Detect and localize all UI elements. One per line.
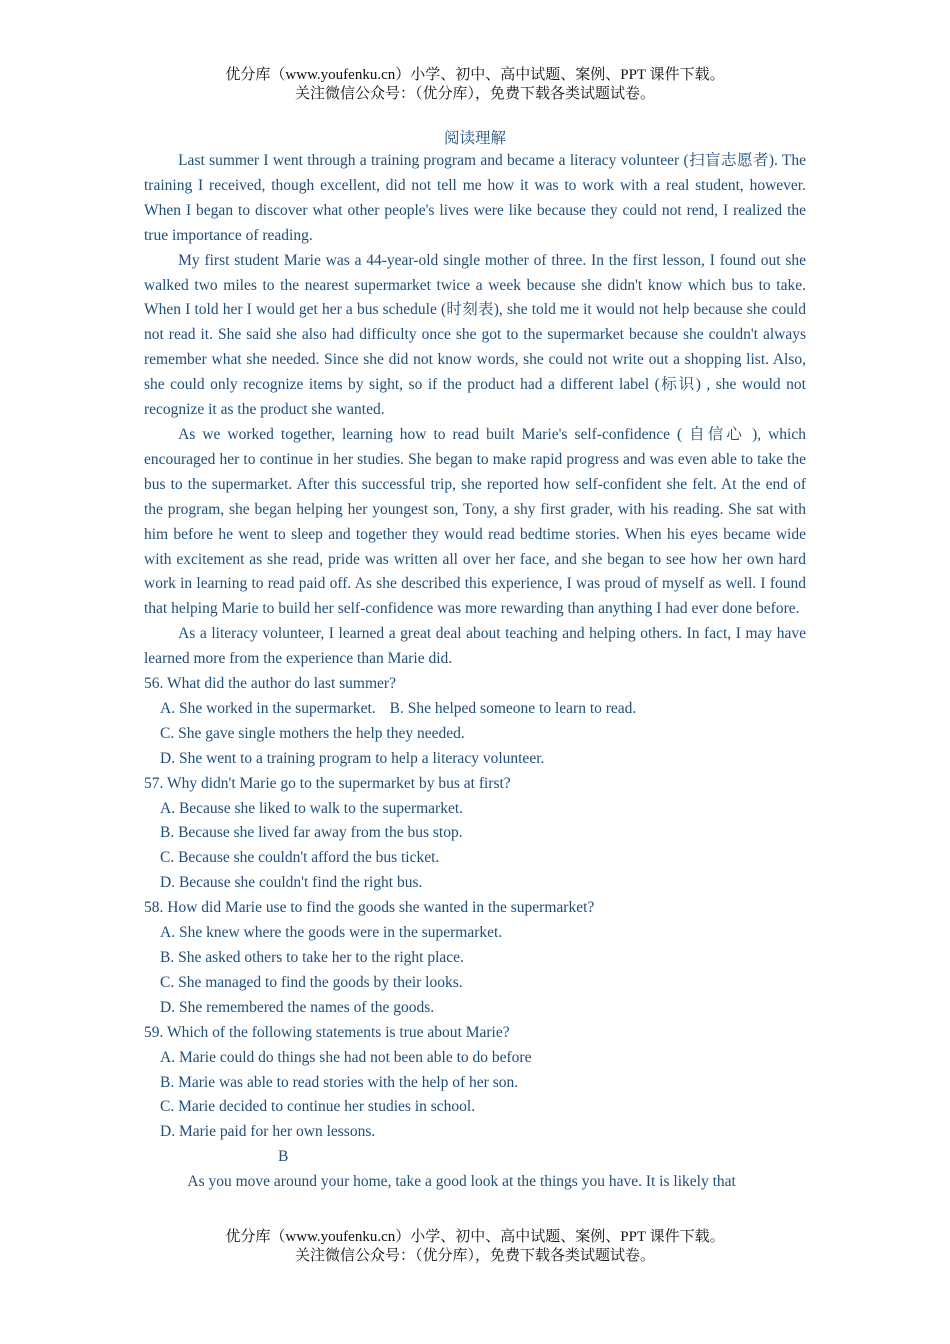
header-top (0, 66, 950, 104)
header-line-1: 优分库（www.youfenku.cn）小学、初中、高中试题、案例、PPT 课件下载。 (225, 67, 725, 83)
question-56-options-ab (144, 697, 806, 722)
passage-paragraph-3: As we worked together, learning how to read built Marie's self-confidence ( 自信心 ), which encouraged her to continue in her studies. She began to make rapid progress and was even able to take the bus to the supermarket. After this successful trip, she reported how self-confident she felt. At the end of the program, she began helping her youngest son, Tony, a shy first grader, with his reading. She sat with him before he went to sleep and together they would read bedtime stories. When his eyes became wide with excitement as she read, pride was written all over her face, and she began to see how her own hard work in learning to read paid off. As she described this experience, I was proud of myself as well. I found that helping Marie to build her self-confidence was more rewarding than anything I had ever done before. (144, 425, 806, 618)
option-59-d: D. Marie paid for her own lessons. (160, 1123, 376, 1141)
question-59-stem: 59. Which of the following statements is true about Marie? (144, 1023, 510, 1041)
passage-paragraph-2: My first student Marie was a 44-year-old single mother of three. In the first lesson, I found out she walked two miles to the nearest supermarket twice a week because she didn't know which bus to take. When I told her I would get her a bus schedule (时刻表), she told me it would not help because she could not read it. She said she also had difficulty once she got to the supermarket because she couldn't always remember what she needed. Since she did not know words, she could not write out a shopping list. Also, she could only recognize items by sight, so if the product had a different label (标识) , she would not recognize it as the product she wanted. (144, 251, 806, 419)
option-57-a: A. Because she liked to walk to the supermarket. (160, 799, 464, 817)
option-56-c: C. She gave single mothers the help they needed. (160, 724, 465, 742)
footer-line-1: 优分库（www.youfenku.cn）小学、初中、高中试题、案例、PPT 课件下载。 (225, 1229, 725, 1245)
passage-paragraph-1: Last summer I went through a training program and became a literacy volunteer (扫盲志愿者). The training I received, though excellent, did not tell me how it was to work with a real student, however. When I began to discover what other people's lives were like because they could not rend, I realized the true importance of reading. (144, 152, 806, 244)
footer-bottom (0, 1228, 950, 1266)
option-59-a: A. Marie could do things she had not been able to do before (160, 1048, 532, 1066)
option-58-d: D. She remembered the names of the goods. (160, 998, 435, 1016)
header-line-2: 关注微信公众号：（优分库），免费下载各类试题试卷。 (294, 86, 655, 102)
question-57-stem: 57. Why didn't Marie go to the supermarket by bus at first? (144, 774, 511, 792)
option-58-a: A. She knew where the goods were in the supermarket. (160, 924, 503, 942)
option-59-b: B. Marie was able to read stories with the help of her son. (160, 1073, 519, 1091)
section-b-label: B (278, 1148, 289, 1166)
section-b-first-line: As you move around your home, take a good look at the things you have. It is likely that (187, 1173, 736, 1191)
option-57-c: C. Because she couldn't afford the bus ticket. (160, 849, 440, 867)
option-57-b: B. Because she lived far away from the bus stop. (160, 824, 463, 842)
footer-line-2: 关注微信公众号：（优分库），免费下载各类试题试卷。 (294, 1248, 655, 1264)
option-58-b: B. She asked others to take her to the right place. (160, 949, 464, 966)
option-59-c: C. Marie decided to continue her studies in school. (160, 1098, 476, 1116)
option-58-c: C. She managed to find the goods by their looks. (160, 973, 463, 991)
reading-content (144, 149, 806, 1195)
passage-paragraph-4: As a literacy volunteer, I learned a great deal about teaching and helping others. In fact, I may have learned more from the experience than Marie did. (144, 625, 806, 668)
option-56-d: D. She went to a training program to help a literacy volunteer. (160, 749, 545, 767)
option-57-d: D. Because she couldn't find the right bus. (160, 874, 423, 892)
page-title: 阅读理解 (443, 130, 506, 147)
option-56-b: B. She helped someone to learn to read. (389, 699, 637, 717)
option-56-a: A. She worked in the supermarket. (160, 699, 376, 717)
question-56-stem: 56. What did the author do last summer? (144, 675, 396, 693)
question-58-stem: 58. How did Marie use to find the goods she wanted in the supermarket? (144, 899, 595, 917)
